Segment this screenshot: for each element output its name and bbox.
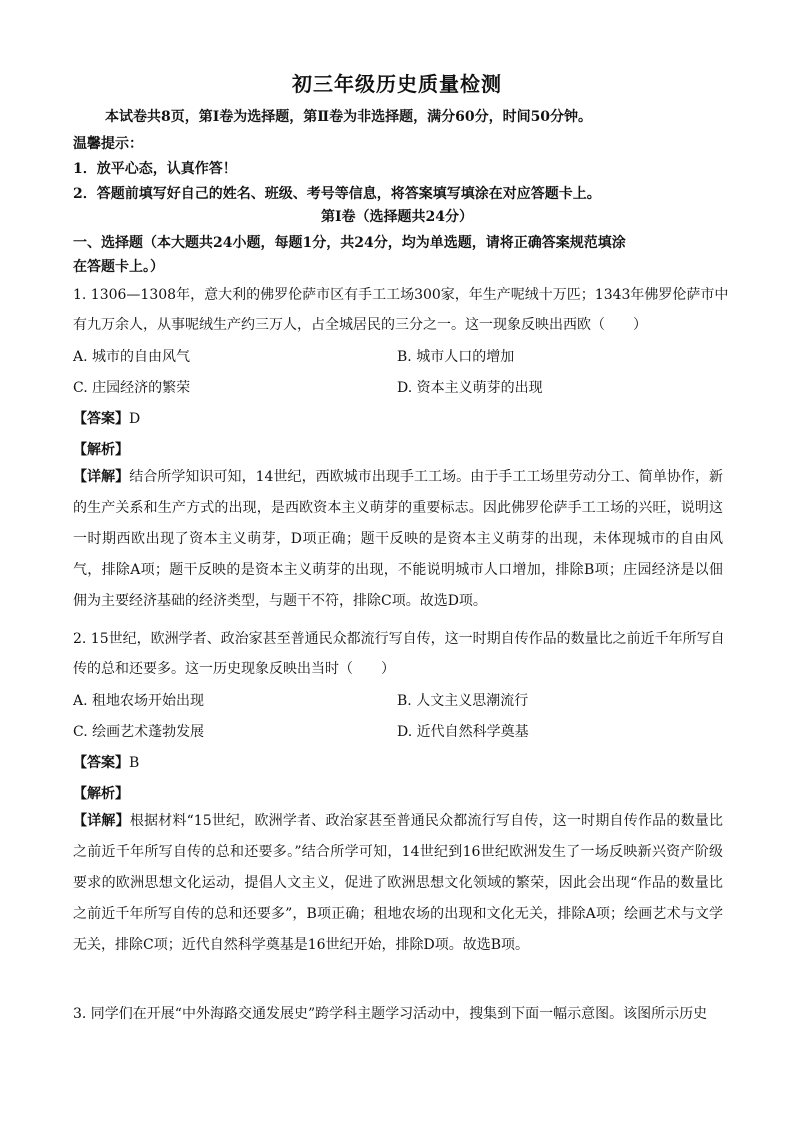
question-1-detail (73, 462, 723, 617)
answer-label: 【答案】 (73, 411, 129, 427)
tips-label: 温馨提示： (73, 136, 143, 152)
section-1-instructions-line-2: 在答题卡上。） (73, 259, 164, 275)
question-1-stem-line-1: 1. 1306—1308年，意大利的佛罗伦萨市区有手工工场300家，年生产呢绒十万匹；1343年佛罗伦萨市中 (73, 287, 729, 303)
question-1-option-d: D. 资本主义萌芽的出现 (397, 380, 543, 396)
answer-value: B (129, 755, 140, 771)
question-1-option-a: A. 城市的自由风气 (73, 349, 191, 365)
question-1-answer (73, 408, 140, 428)
detail-label: 【详解】 (73, 469, 130, 485)
section-1-title: 第Ⅰ卷（选择题共24分） (320, 209, 474, 225)
detail-text: 根据材料“15世纪，欧洲学者、政治家甚至普通民众都流行写自传，这一时期自传作品的数量比之前近千年所写自传的总和还要多。”结合所学可知，14世纪到16世纪欧洲发生了一场反映新兴资产阶级要求的欧洲思想文化运动，提倡人文主义，促进了欧洲思想文化领域的繁荣，因此会出现“作品的数量比之前近千年所写自传的总和还要多”，B项正确；租地农场的出现和文化无关，排除A项；绘画艺术与文学无关，排除C项；近代自然科学奠基是16世纪开始，排除D项。故选B项。 (73, 813, 723, 953)
question-2-stem-line-1: 2. 15世纪，欧洲学者、政治家甚至普通民众都流行写自传，这一时期自传作品的数量比之前近千年所写自 (73, 631, 725, 647)
exam-intro: 本试卷共8页，第Ⅰ卷为选择题，第Ⅱ卷为非选择题，满分60分，时间50分钟。 (105, 109, 593, 125)
question-1-analysis-label: 【解析】 (73, 442, 129, 458)
detail-label: 【详解】 (73, 813, 130, 829)
question-2-detail (73, 806, 723, 961)
question-2-stem-line-2: 传的总和还要多。这一历史现象反映出当时（ ） (73, 661, 395, 677)
question-1-stem-line-2: 有九万余人，从事呢绒生产约三万人，占全城居民的三分之一。这一现象反映出西欧（ ） (73, 317, 647, 333)
question-1-option-b: B. 城市人口的增加 (397, 349, 515, 365)
question-2-option-b: B. 人文主义思潮流行 (397, 693, 529, 709)
page-title: 初三年级历史质量检测 (292, 72, 502, 96)
question-2-option-d: D. 近代自然科学奠基 (397, 724, 529, 740)
tip-1: 1．放平心态，认真作答！ (73, 161, 237, 177)
question-3-stem-line-1: 3. 同学们在开展“中外海路交通发展史”跨学科主题学习活动中，搜集到下面一幅示意图。该图所示历史 (73, 1006, 708, 1022)
question-2-answer (73, 752, 139, 772)
detail-text: 结合所学知识可知，14世纪，西欧城市出现手工工场。由于手工工场里劳动分工、简单协作，新的生产关系和生产方式的出现，是西欧资本主义萌芽的重要标志。因此佛罗伦萨手工工场的兴旺，说明这一时期西欧出现了资本主义萌芽，D项正确；题干反映的是资本主义萌芽的出现，未体现城市的自由风气，排除A项；题干反映的是资本主义萌芽的出现，不能说明城市人口增加，排除B项；庄园经济是以佃佣为主要经济基础的经济类型，与题干不符，排除C项。故选D项。 (73, 469, 724, 609)
answer-value: D (129, 411, 141, 427)
answer-label: 【答案】 (73, 755, 129, 771)
tip-2: 2．答题前填写好自己的姓名、班级、考号等信息，将答案填写填涂在对应答题卡上。 (73, 186, 601, 202)
question-2-analysis-label: 【解析】 (73, 786, 129, 802)
question-1-option-c: C. 庄园经济的繁荣 (73, 380, 191, 396)
question-2-option-c: C. 绘画艺术蓬勃发展 (73, 724, 205, 740)
question-2-option-a: A. 租地农场开始出现 (73, 693, 205, 709)
section-1-instructions-line-1: 一、选择题（本大题共24小题，每题1分，共24分，均为单选题，请将正确答案规范填涂 (73, 235, 626, 251)
